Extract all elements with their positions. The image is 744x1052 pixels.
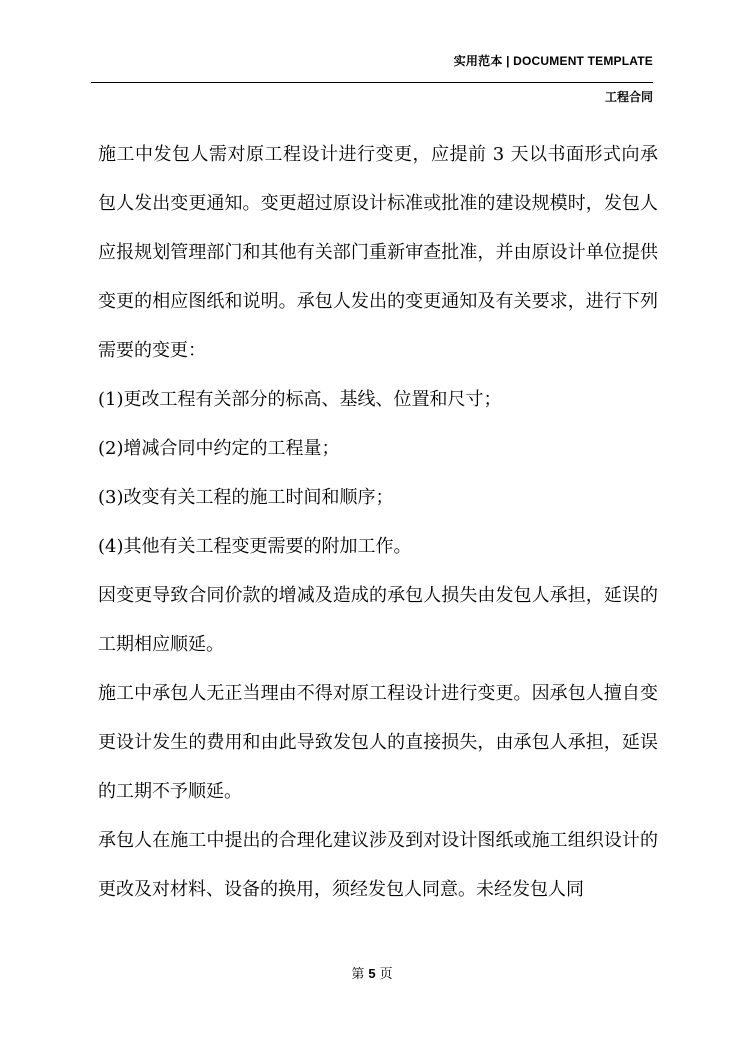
document-body [98, 130, 658, 914]
paragraph-rationalization: 承包人在施工中提出的合理化建议涉及到对设计图纸或施工组织设计的更改及对材料、设备的换用，须经发包人同意。未经发包人同 [98, 830, 658, 900]
list-item-quantity: (2)增减合同中约定的工程量； [98, 438, 340, 459]
page-prefix: 第 [351, 967, 365, 982]
page-number: 5 [368, 966, 376, 981]
list-item-elevation: (1)更改工程有关部分的标高、基线、位置和尺寸； [98, 389, 502, 410]
paragraph-change-notice: 施工中发包人需对原工程设计进行变更，应提前 3 天以书面形式向承包人发出变更通知。变更超过原设计标准或批准的建设规模时，发包人应报规划管理部门和其他有关部门重新审查批准，并由原设计单位提供变更的相应图纸和说明。承包人发出的变更通知及有关要求，进行下列需要的变更： [98, 144, 658, 361]
page-suffix: 页 [379, 967, 393, 982]
paragraph-cost-responsibility: 因变更导致合同价款的增减及造成的承包人损失由发包人承担，延误的工期相应顺延。 [98, 585, 658, 655]
header-divider [91, 82, 653, 83]
list-item-schedule: (3)改变有关工程的施工时间和顺序； [98, 487, 394, 508]
paragraph-contractor-changes: 施工中承包人无正当理由不得对原工程设计进行变更。因承包人擅自变更设计发生的费用和由此导致发包人的直接损失，由承包人承担，延误的工期不予顺延。 [98, 683, 658, 802]
header-title: 实用范本 | DOCUMENT TEMPLATE [453, 54, 653, 68]
page-footer [0, 963, 744, 982]
list-item-additional-work: (4)其他有关工程变更需要的附加工作。 [98, 536, 412, 557]
header-subtitle: 工程合同 [604, 90, 653, 104]
